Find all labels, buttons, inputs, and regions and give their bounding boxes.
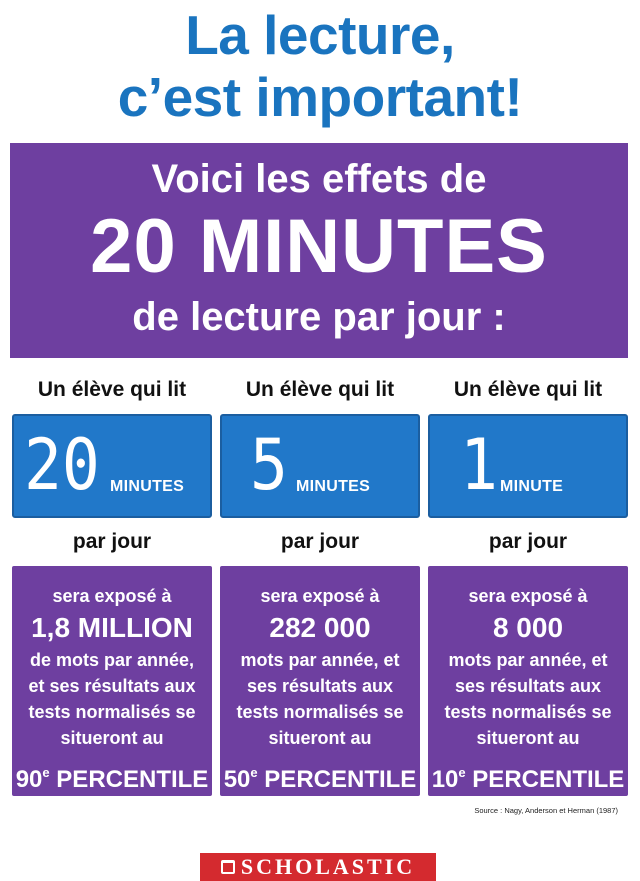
percentile xyxy=(428,756,628,797)
description-line-3: tests normalisés se xyxy=(28,702,196,722)
description-line-1: mots par année, et xyxy=(448,650,608,670)
percentile-suffix: e xyxy=(42,765,50,780)
logo-text: SCHOLASTIC xyxy=(240,854,416,879)
percentile-number: 50 xyxy=(223,766,251,793)
description-line-4: situeront au xyxy=(476,728,580,748)
banner xyxy=(10,143,628,358)
minutes-unit: MINUTES xyxy=(110,478,185,495)
word-count: 8 000 xyxy=(492,612,564,643)
column-20-minutes xyxy=(12,370,212,796)
minutes-digit: 1 xyxy=(460,424,498,506)
description-line-2: et ses résultats aux xyxy=(28,676,196,696)
percentile xyxy=(220,756,420,797)
description-line-1: de mots par année, xyxy=(29,650,195,670)
description-line-4: situeront au xyxy=(268,728,372,748)
word-count: 282 000 xyxy=(269,612,371,643)
book-icon xyxy=(221,860,235,874)
minutes-box xyxy=(12,414,212,518)
description-line-1: mots par année, et xyxy=(240,650,400,670)
per-day-label: par jour xyxy=(488,530,568,553)
exposed-label: sera exposé à xyxy=(52,586,172,606)
minutes-unit: MINUTE xyxy=(500,478,564,495)
exposed-label: sera exposé à xyxy=(260,586,380,606)
column-header: Un élève qui lit xyxy=(37,378,187,401)
word-count: 1,8 MILLION xyxy=(31,612,193,643)
column-header: Un élève qui lit xyxy=(453,378,603,401)
percentile-suffix: e xyxy=(250,765,258,780)
exposed-label: sera exposé à xyxy=(468,586,588,606)
percentile xyxy=(12,756,212,797)
description-line-2: ses résultats aux xyxy=(246,676,394,696)
percentile-number: 10 xyxy=(431,766,459,793)
result-box xyxy=(220,566,420,796)
title-line-1: La lecture, xyxy=(185,4,455,66)
banner-line-3: de lecture par jour : xyxy=(132,295,506,339)
description-line-4: situeront au xyxy=(60,728,164,748)
description-line-2: ses résultats aux xyxy=(454,676,602,696)
minutes-digit: 20 xyxy=(24,424,100,506)
minutes-unit: MINUTES xyxy=(296,478,371,495)
percentile-word: PERCENTILE xyxy=(56,766,209,793)
per-day-label: par jour xyxy=(280,530,360,553)
percentile-suffix: e xyxy=(458,765,466,780)
column-1-minute xyxy=(428,370,628,796)
description-line-3: tests normalisés se xyxy=(236,702,404,722)
column-5-minutes xyxy=(220,370,420,796)
result-box xyxy=(428,566,628,796)
minutes-box xyxy=(220,414,420,518)
banner-line-2: 20 MINUTES xyxy=(90,204,548,289)
result-box xyxy=(12,566,212,796)
scholastic-logo xyxy=(200,853,436,881)
banner-line-1: Voici les effets de xyxy=(151,157,487,201)
percentile-word: PERCENTILE xyxy=(472,766,625,793)
minutes-digit: 5 xyxy=(250,424,288,506)
per-day-label: par jour xyxy=(72,530,152,553)
source-citation: Source : Nagy, Anderson et Herman (1987) xyxy=(474,806,618,815)
page-title xyxy=(0,4,640,128)
minutes-box xyxy=(428,414,628,518)
title-line-2: c’est important! xyxy=(117,66,523,128)
percentile-number: 90 xyxy=(15,766,43,793)
description-line-3: tests normalisés se xyxy=(444,702,612,722)
column-header: Un élève qui lit xyxy=(245,378,395,401)
percentile-word: PERCENTILE xyxy=(264,766,417,793)
